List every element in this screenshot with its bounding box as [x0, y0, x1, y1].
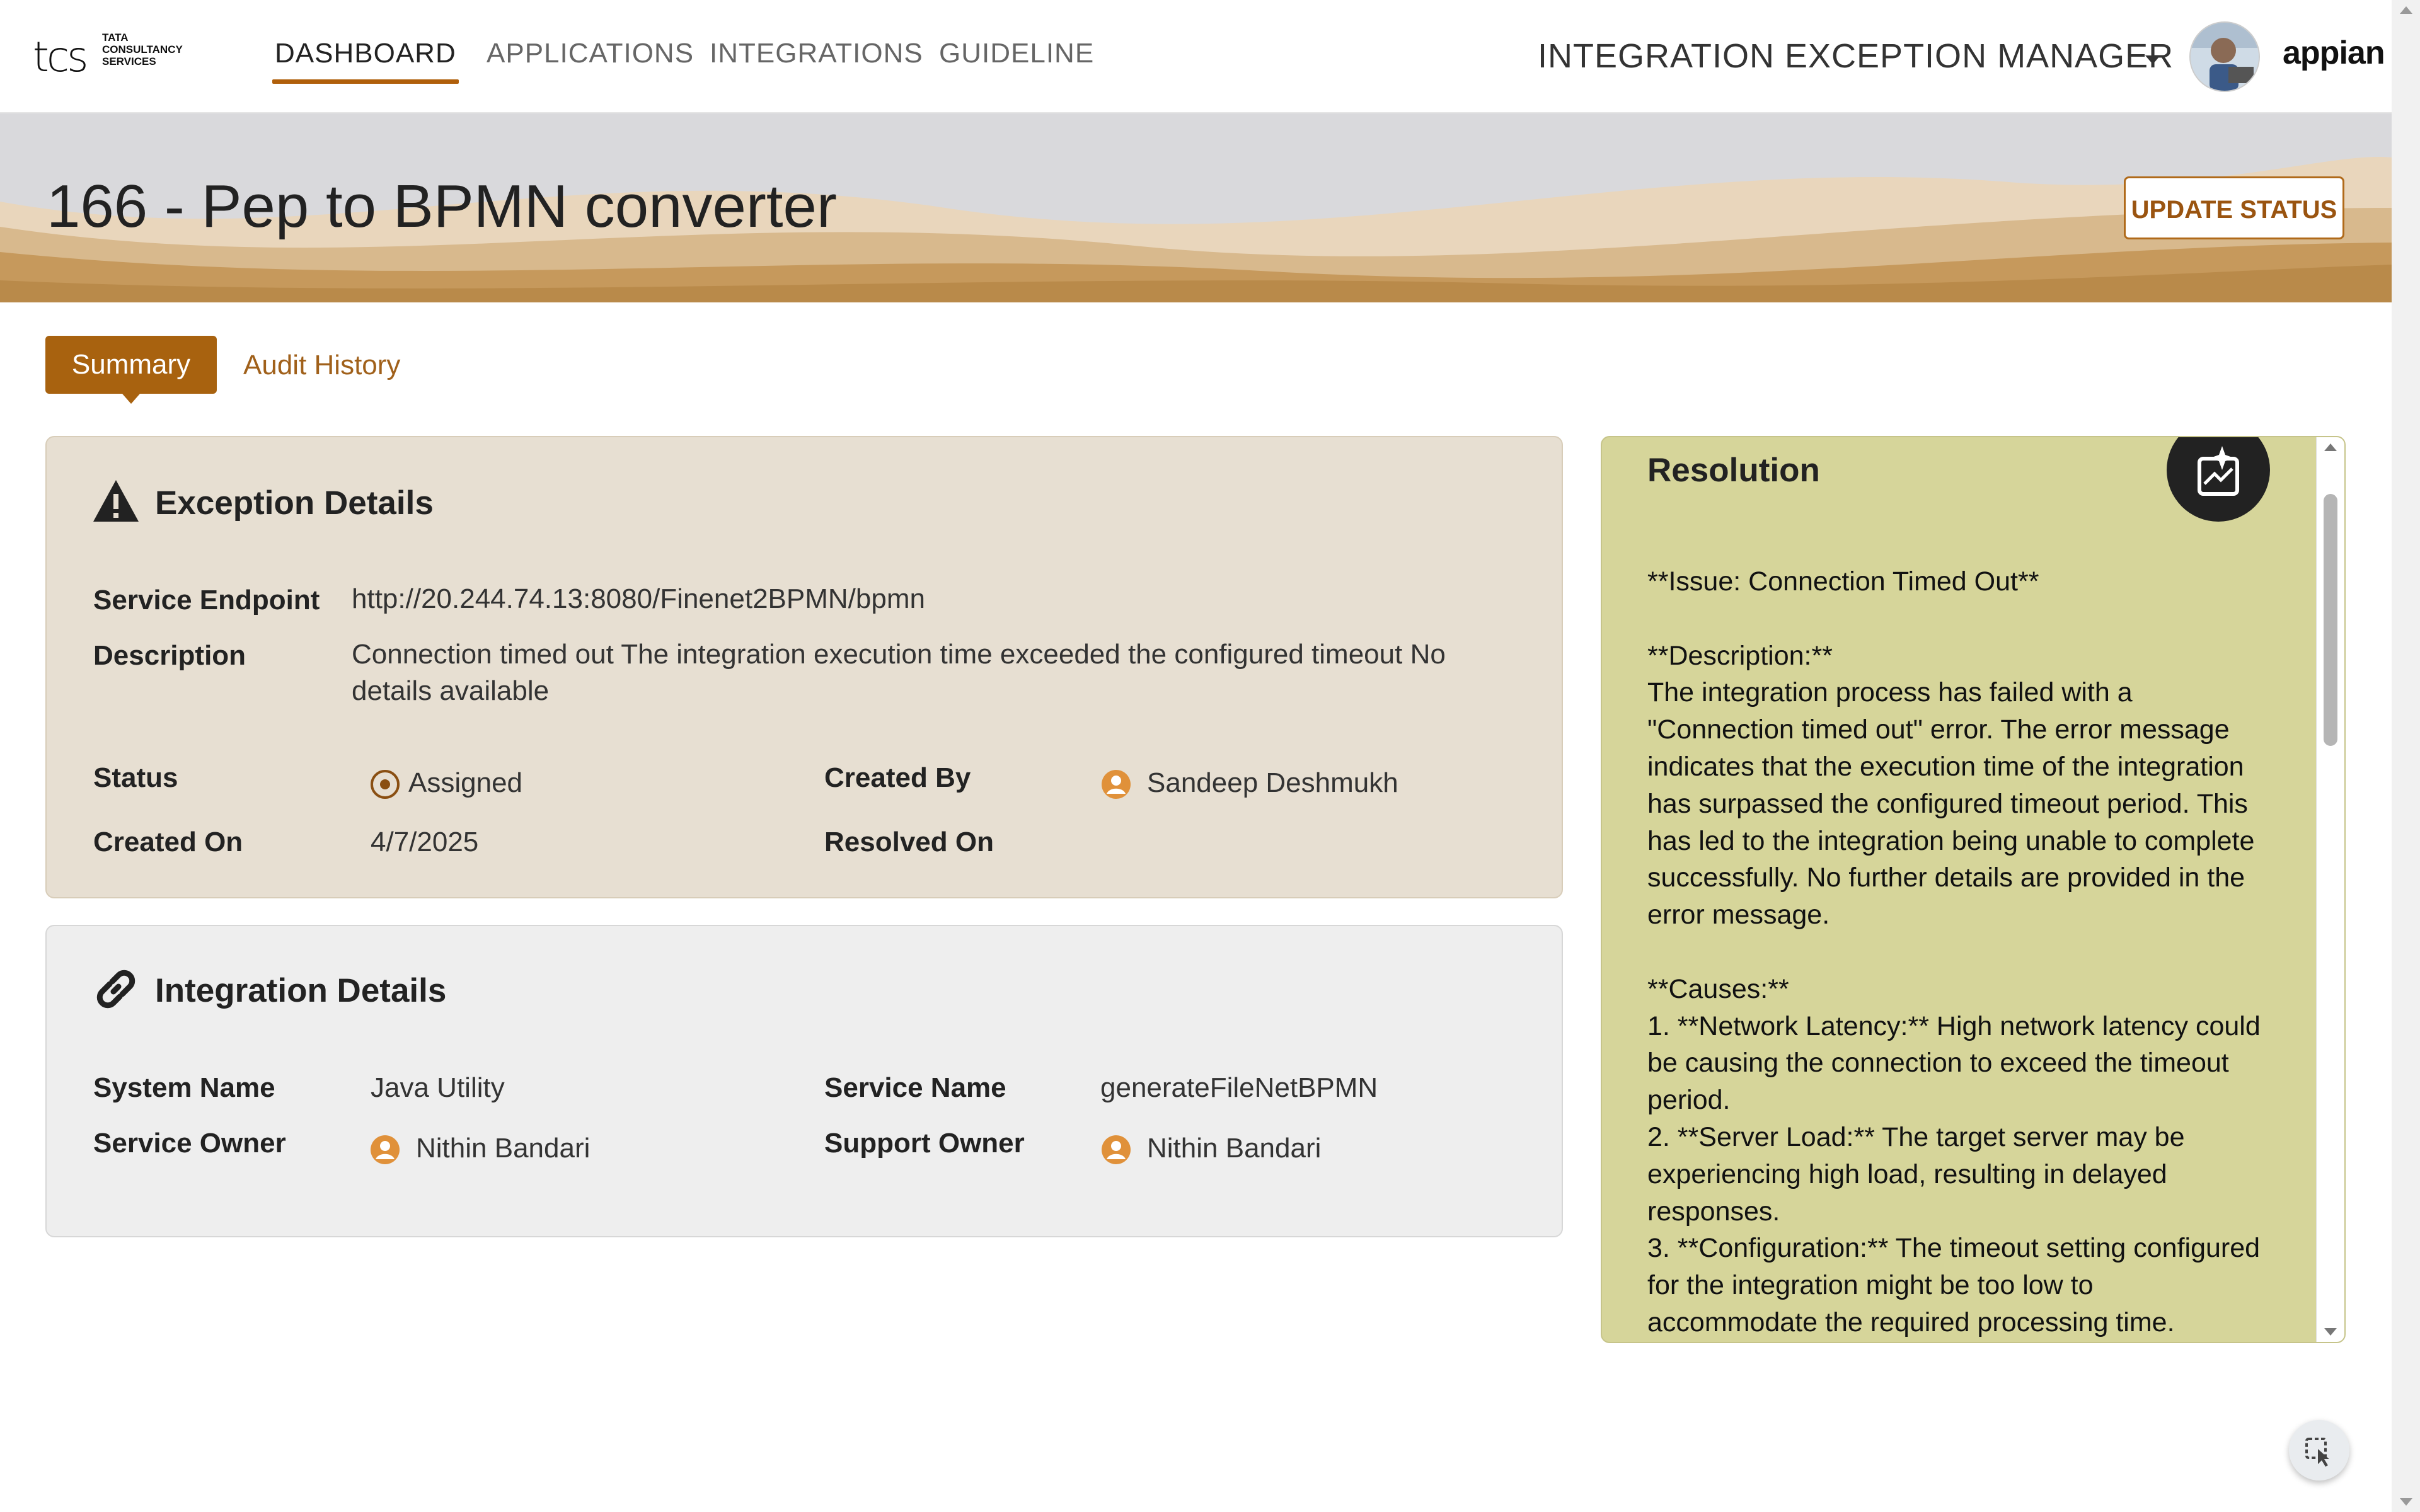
logo-sub-text — [102, 32, 183, 67]
warning-icon — [92, 479, 140, 523]
logo-sub-line1: TATA — [102, 32, 129, 43]
created-on-label: Created On — [93, 827, 243, 857]
scroll-up-icon[interactable] — [2324, 444, 2337, 451]
status-value: Assigned — [408, 767, 523, 798]
service-owner-value[interactable]: Nithin Bandari — [416, 1133, 591, 1164]
resolution-text: **Issue: Connection Timed Out** **Description:** The integration process has failed with a "Connection timed out" error. The error message indicates that the execution time of the integration has surpassed the configured timeout period. This has led to the integration being unable to complete successfully. No further details are provided in the error message. **Causes:** 1. **Network Latency:** High network latency could be causing the connection to exceed the timeout period. 2. **Server Load:** The target server may be experiencing high load, resulting in delayed responses. 3. **Configuration:** The timeout setting configured for the integration might be too low to accommodate the required processing time. — [1647, 566, 2261, 1337]
tab-audit-history[interactable]: Audit History — [243, 350, 401, 381]
resolved-on-label: Resolved On — [824, 827, 994, 857]
service-endpoint-label: Service Endpoint — [93, 585, 320, 616]
tab-summary[interactable]: Summary — [45, 336, 217, 394]
created-by-label: Created By — [824, 762, 971, 793]
cursor-select-icon — [2289, 1420, 2349, 1480]
avatar-image — [2191, 23, 2259, 91]
logo-sub-line2: CONSULTANCY — [102, 43, 183, 55]
service-endpoint-value: http://20.244.74.13:8080/Finenet2BPMN/bpmn — [352, 583, 925, 614]
description-line-1: Connection timed out The integration execution time exceeded the configured timeout No — [352, 639, 1446, 670]
description-line-2: details available — [352, 675, 550, 706]
scroll-down-icon[interactable] — [2324, 1328, 2337, 1336]
system-name-label: System Name — [93, 1072, 275, 1103]
update-status-button[interactable]: UPDATE STATUS — [2124, 176, 2344, 239]
ai-suggest-button[interactable] — [2167, 436, 2270, 522]
page-scroll-up-icon[interactable] — [2400, 6, 2412, 14]
feedback-button[interactable] — [2289, 1420, 2349, 1480]
service-name-value: generateFileNetBPMN — [1100, 1072, 1378, 1103]
service-name-label: Service Name — [824, 1072, 1006, 1103]
integration-details-card — [45, 925, 1563, 1237]
logo-main-text: tcs — [33, 33, 86, 81]
description-label: Description — [93, 640, 246, 671]
user-icon — [369, 1134, 401, 1166]
page-scroll-down-icon[interactable] — [2400, 1498, 2412, 1506]
created-on-value: 4/7/2025 — [371, 827, 479, 857]
page-title: 166 - Pep to BPMN converter — [47, 173, 837, 240]
description-value — [352, 636, 1536, 709]
exception-details-card — [45, 436, 1563, 898]
support-owner-label: Support Owner — [824, 1128, 1025, 1159]
nav-integrations[interactable]: INTEGRATIONS — [710, 38, 923, 69]
exception-details-title: Exception Details — [155, 484, 434, 522]
support-owner-value[interactable]: Nithin Bandari — [1147, 1133, 1322, 1164]
nav-guideline[interactable]: GUIDELINE — [939, 38, 1095, 69]
resolution-scrollbar[interactable] — [2316, 437, 2344, 1342]
user-icon — [1100, 1134, 1132, 1166]
resolution-title: Resolution — [1647, 452, 1820, 489]
nav-dashboard[interactable]: DASHBOARD — [275, 38, 456, 69]
status-dot-icon — [369, 769, 401, 800]
created-by-value[interactable]: Sandeep Deshmukh — [1147, 767, 1398, 798]
page-banner — [0, 113, 2392, 302]
sparkle-icon — [2167, 436, 2270, 522]
top-navigation-bar — [0, 0, 2392, 113]
status-label: Status — [93, 762, 178, 793]
tcs-logo[interactable] — [33, 32, 190, 81]
page-scrollbar[interactable] — [2392, 0, 2420, 1512]
ai-resolution-panel[interactable] — [1601, 436, 2346, 1343]
app-switcher[interactable]: INTEGRATION EXCEPTION MANAGER — [1538, 37, 2174, 75]
nav-applications[interactable]: APPLICATIONS — [487, 38, 694, 69]
chevron-down-icon[interactable] — [2145, 55, 2160, 64]
link-icon — [92, 965, 140, 1013]
user-icon — [1100, 769, 1132, 800]
user-avatar[interactable] — [2189, 21, 2260, 92]
integration-details-title: Integration Details — [155, 972, 447, 1009]
scrollbar-thumb[interactable] — [2324, 494, 2337, 746]
service-owner-label: Service Owner — [93, 1128, 286, 1159]
system-name-value: Java Utility — [371, 1072, 505, 1103]
logo-sub-line3: SERVICES — [102, 55, 156, 67]
appian-logo: appian — [2283, 35, 2385, 71]
